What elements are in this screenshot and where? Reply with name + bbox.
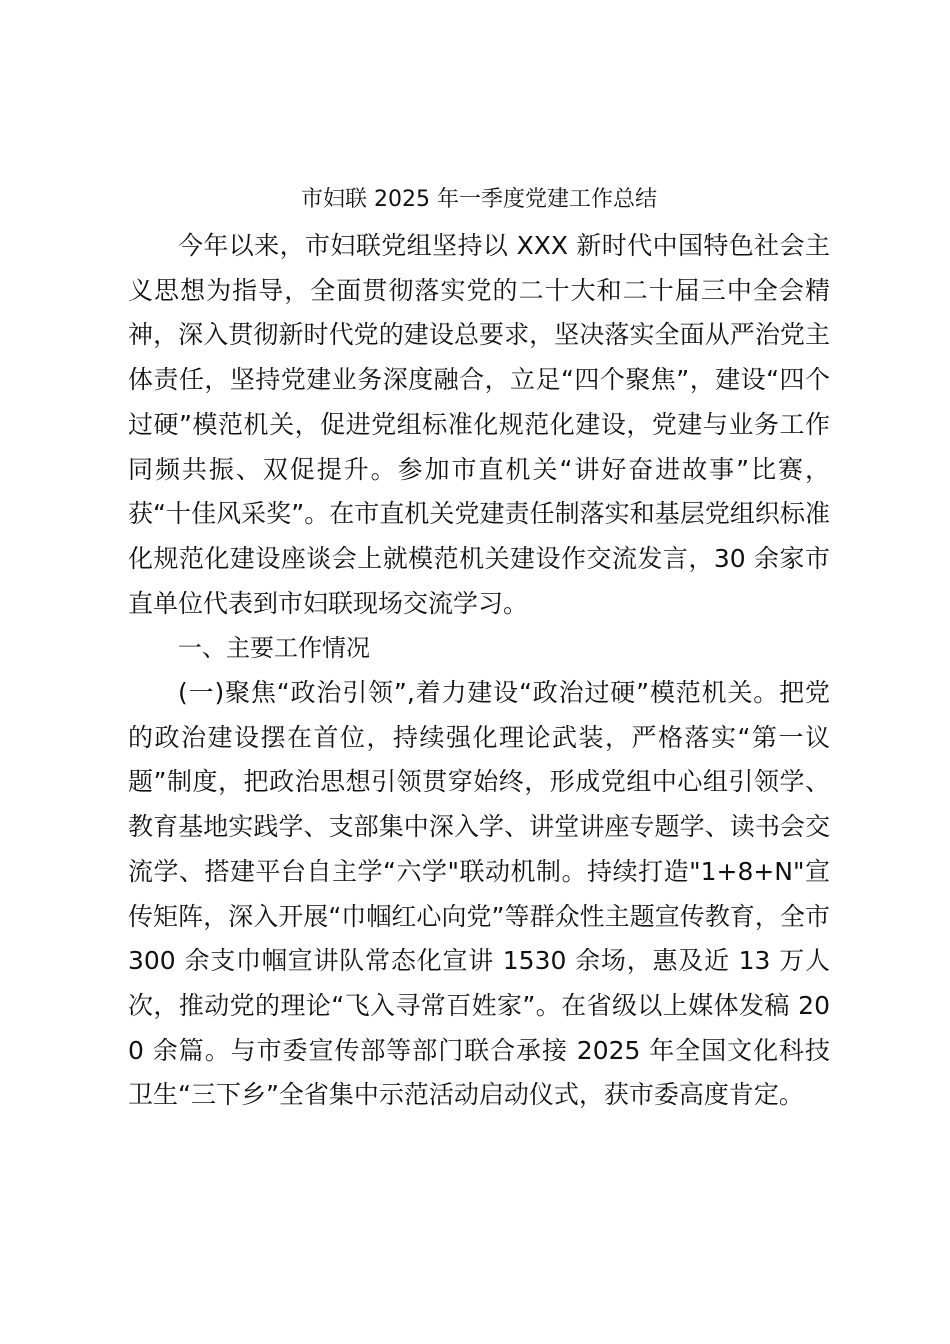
- subsection-paragraph: (一)聚焦“政治引领”,着力建设“政治过硬”模范机关。把党的政治建设摆在首位，持续强化理论武装，严格落实“第一议题”制度，把政治思想引领贯穿始终，形成党组中心组引领学、教育基地实践学、支部集中深入学、讲堂讲座专题学、读书会交流学、搭建平台自主学“六学"联动机制。持续打造"1+8+N"宣传矩阵，深入开展“巾帼红心向党”等群众性主题宣传教育，全市 300 余支巾帼宣讲队常态化宣讲 1530 余场，惠及近 13 万人次，推动党的理论“飞入寻常百姓家”。在省级以上媒体发稿 200 余篇。与市委宣传部等部门联合承接 2025 年全国文化科技卫生“三下乡”全省集中示范活动启动仪式，获市委高度肯定。: [128, 678, 830, 1110]
- document-title: 市妇联 2025 年一季度党建工作总结: [301, 187, 657, 212]
- intro-paragraph: 今年以来，市妇联党组坚持以 XXX 新时代中国特色社会主义思想为指导，全面贯彻落实党的二十大和二十届三中全会精神，深入贯彻新时代党的建设总要求，坚决落实全面从严治党主体责任，坚持党建业务深度融合，立足“四个聚焦”，建设“四个过硬”模范机关，促进党组标准化规范化建设，党建与业务工作同频共振、双促提升。参加市直机关“讲好奋进故事”比赛，获“十佳风采奖”。在市直机关党建责任制落实和基层党组织标准化规范化建设座谈会上就模范机关建设作交流发言，30 余家市直单位代表到市妇联现场交流学习。: [128, 231, 830, 618]
- section-heading: 一、主要工作情况: [178, 634, 370, 663]
- document-page: [128, 180, 830, 1118]
